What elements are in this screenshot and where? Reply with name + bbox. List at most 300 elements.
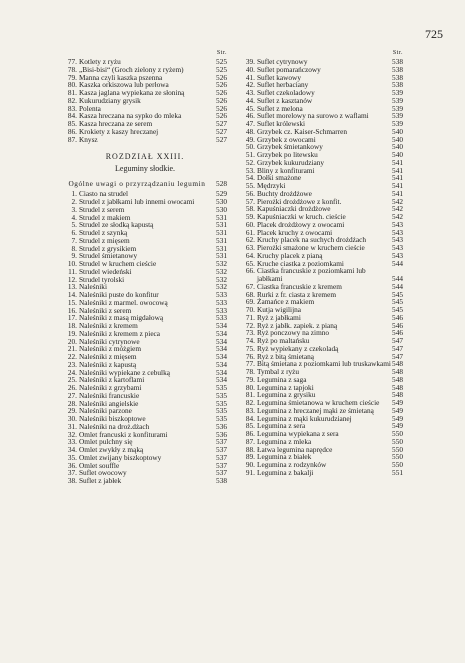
entry-page: 535 xyxy=(216,390,227,400)
entry-title: Ryż z jabłk. zapiek. z pianą xyxy=(257,320,338,330)
entry-title: Bitą śmietana z poziomkami lub truskawkami xyxy=(257,359,391,369)
entry-page: 538 xyxy=(216,476,227,485)
entry-number: 64. xyxy=(245,250,255,260)
entry-number: 31. xyxy=(67,421,77,431)
entry-page: 537 xyxy=(216,468,227,478)
entry-page: 525 xyxy=(216,57,227,66)
entry-title: Polenta xyxy=(79,103,101,113)
entry-title: Suflet kawowy xyxy=(257,72,301,82)
chapter-subtitle: Leguminy słodkie. xyxy=(115,164,175,174)
entry-number: 73. xyxy=(245,328,255,338)
entry-page: 534 xyxy=(216,328,227,338)
entry-page: 535 xyxy=(216,398,227,408)
entry-page: 540 xyxy=(392,142,403,152)
entry-number: 54. xyxy=(245,173,255,183)
entry-number: 58. xyxy=(245,204,255,214)
entry-number: 69. xyxy=(245,297,255,307)
entry-number: 11. xyxy=(68,266,77,276)
entry-number: 78. xyxy=(245,367,255,376)
intro-entry xyxy=(63,180,227,188)
entry-number: 35. xyxy=(67,452,77,462)
entry-number: 60. xyxy=(245,219,255,229)
entry-page: 547 xyxy=(392,343,403,353)
entry-page: 537 xyxy=(216,445,227,454)
entry-number: 27. xyxy=(67,390,77,400)
entry-title: Dołki smażone xyxy=(257,173,301,183)
entry-page: 526 xyxy=(216,88,227,97)
entry-title: Grzybek cz. Kaiser-Schmarren xyxy=(257,126,348,136)
entry-number: 78. xyxy=(67,64,77,74)
entry-number: 20. xyxy=(67,336,77,346)
entry-title: Kasza jaglana wypiekana ze słoniną xyxy=(79,88,185,97)
entry-page: 539 xyxy=(392,95,403,105)
entry-number: 5. xyxy=(71,220,77,230)
entry-title: Omlet francuski z konfiturami xyxy=(79,429,168,439)
entry-title: Ciasto na strudel xyxy=(79,189,129,199)
entry-page: 536 xyxy=(216,429,227,439)
entry-number: 41. xyxy=(245,72,255,82)
entry-page: 531 xyxy=(216,251,227,261)
entry-page: 550 xyxy=(392,460,403,469)
entry-title: Kruchy placek z pianą xyxy=(257,250,323,260)
entry-number: 56. xyxy=(245,188,255,198)
entry-title: Bliny z konfiturami xyxy=(257,165,315,175)
entry-title: Suflet herbaciany xyxy=(257,80,309,90)
entry-page: 550 xyxy=(392,436,403,446)
entry-title: Naleśniki francuskie xyxy=(79,390,140,400)
entry-page: 546 xyxy=(392,328,403,338)
entry-page: 525 xyxy=(216,64,227,74)
entry-title: Ryż ponczowy na zimno xyxy=(257,328,330,338)
entry-title: Kasza hreczana na sypko do mleka xyxy=(79,111,182,121)
entry-number: 48. xyxy=(245,126,255,136)
entry-number: 1. xyxy=(71,189,77,199)
entry-page: 541 xyxy=(392,181,403,190)
entry-page: 550 xyxy=(392,452,403,462)
entry-title: Rurki z fr. ciasta z kremem xyxy=(257,289,337,299)
entry-number: 32. xyxy=(67,429,77,439)
entry-number: 83. xyxy=(67,103,77,113)
entry-text xyxy=(63,476,121,485)
entry-page: 550 xyxy=(392,429,403,438)
entry-number: 86. xyxy=(67,126,77,136)
entry-title: Strudel śmietanowy xyxy=(79,251,138,261)
toc-entry xyxy=(241,469,403,477)
entry-page: 540 xyxy=(392,126,403,136)
entry-number: 79. xyxy=(245,374,255,384)
entry-title: Suflet pomarańczowy xyxy=(257,64,321,74)
entry-text xyxy=(241,468,313,477)
entry-number: 84. xyxy=(67,111,77,121)
entry-page: 542 xyxy=(392,212,403,221)
entry-title: Omlet pulchny się xyxy=(79,437,133,447)
entry-number: 50. xyxy=(245,142,255,152)
entry-page: 538 xyxy=(392,64,403,74)
entry-title: Suflet cytrynowy xyxy=(257,57,308,66)
chapter-title: ROZDZIAŁ XXIII. xyxy=(105,152,185,162)
entry-page: 540 xyxy=(392,134,403,144)
entry-number: 77. xyxy=(67,57,77,66)
entry-page: 548 xyxy=(392,359,403,369)
entry-page: 537 xyxy=(216,460,227,470)
entry-title: Naleśniki z kartoflami xyxy=(79,375,145,385)
entry-title: Suflet morelowy na surowo z waflami xyxy=(257,111,369,121)
entry-number: 2. xyxy=(71,197,77,206)
entry-page: 533 xyxy=(216,313,227,323)
entry-title: Strudel z jabłkami lub innemi owocami xyxy=(79,197,195,206)
entry-page: 549 xyxy=(392,421,403,431)
entry-number: 66. xyxy=(245,266,255,276)
entry-page: 544 xyxy=(392,258,403,268)
entry-page: 551 xyxy=(392,467,403,477)
entry-number: 3. xyxy=(71,204,77,214)
entry-title: Naleśniki z kapustą xyxy=(79,359,137,369)
entry-page: 547 xyxy=(392,351,403,361)
entry-number: 4. xyxy=(71,212,77,222)
entry-title: Ryż z jabłkami xyxy=(257,312,301,322)
entry-page: 538 xyxy=(392,80,403,90)
entry-title: Ryż z bitą śmietaną xyxy=(257,351,315,361)
entry-number: 89. xyxy=(245,452,255,462)
entry-number: 49. xyxy=(245,134,255,144)
entry-title: Tymbal z ryżu xyxy=(257,367,300,376)
entry-title: Strudel z mięsem xyxy=(79,235,130,245)
entry-title: Naleśniki z mięsem xyxy=(79,352,137,361)
entry-number: 25. xyxy=(67,375,77,385)
entry-page: 526 xyxy=(216,103,227,113)
entry-title: Omlet souffle xyxy=(79,460,120,470)
entry-title: Kaszka orkiszowa lub perłowa xyxy=(79,80,169,90)
entry-page: 546 xyxy=(392,320,403,330)
entry-number: 62. xyxy=(245,235,255,245)
entry-title: Grzybek po litewsku xyxy=(257,150,318,159)
entry-number: 51. xyxy=(245,150,255,159)
entry-title: Legumina z sera xyxy=(257,421,306,431)
entry-page: 546 xyxy=(392,312,403,322)
entry-page: 526 xyxy=(216,95,227,105)
entry-page: 539 xyxy=(392,88,403,97)
entry-page: 545 xyxy=(392,305,403,314)
entry-page: 534 xyxy=(216,321,227,330)
entry-number: 29. xyxy=(67,406,77,416)
entry-title: Suflet z kasztanów xyxy=(257,95,313,105)
entry-title: Legumina z bakalji xyxy=(257,467,314,477)
entry-title: Pierożki smażone w kruchem cieście xyxy=(257,243,365,252)
entry-title: Legumina z saga xyxy=(257,374,307,384)
entry-page: 542 xyxy=(392,204,403,214)
entry-list xyxy=(63,58,227,143)
entry-number: 63. xyxy=(245,243,255,252)
entry-page: 550 xyxy=(392,444,403,454)
entry-text xyxy=(63,135,98,144)
entry-number: 15. xyxy=(67,297,77,307)
entry-number: 80. xyxy=(67,80,77,90)
entry-number: 19. xyxy=(67,328,77,338)
page-number: 725 xyxy=(425,27,443,41)
entry-number: 81. xyxy=(67,88,77,97)
entry-title: Naleśniki z serem xyxy=(79,305,132,315)
right-column xyxy=(241,48,403,477)
entry-page: 543 xyxy=(392,227,403,237)
entry-number: 42. xyxy=(245,80,255,90)
entry-number: 67. xyxy=(245,281,255,291)
entry-number: 77. xyxy=(245,359,255,369)
entry-title: Strudel z grysikiem xyxy=(79,243,137,253)
entry-page: 532 xyxy=(216,282,227,292)
left-column xyxy=(63,48,227,485)
entry-page: 539 xyxy=(392,111,403,121)
entry-title: Kukurudziany grysik xyxy=(79,95,141,105)
entry-number: 33. xyxy=(67,437,77,447)
entry-page: 533 xyxy=(216,297,227,307)
entry-number: 87. xyxy=(67,134,77,144)
entry-page: 541 xyxy=(392,188,403,198)
entry-page: 530 xyxy=(216,197,227,206)
entry-title: Legumina z hreczanej mąki ze śmietaną xyxy=(257,405,374,415)
entry-number: 7. xyxy=(71,235,77,245)
entry-number: 38. xyxy=(67,476,77,485)
entry-title: Legumina z mleka xyxy=(257,436,312,446)
entry-title: Kapuśniaczki drożdżowe xyxy=(257,204,331,214)
entry-page: 532 xyxy=(216,266,227,276)
entry-title: Legumina z mąki kukurudzianej xyxy=(257,413,352,423)
entry-page: 541 xyxy=(392,157,403,167)
entry-page: 529 xyxy=(216,189,227,199)
entry-number: 75. xyxy=(245,343,255,353)
entry-title: Naleśniki z masą migdałową xyxy=(79,313,164,323)
entry-title: Legumina z grysiku xyxy=(257,390,316,400)
entry-title: Legumina wypiekana z sera xyxy=(257,429,339,438)
entry-title: Ciastka francuskie z kremem xyxy=(257,281,342,291)
entry-page: 534 xyxy=(216,336,227,346)
entry-title: Grzybek śmietankowy xyxy=(257,142,323,152)
entry-page: 538 xyxy=(392,72,403,82)
page-column-header: Str. xyxy=(392,50,403,56)
entry-number: 17. xyxy=(67,313,77,323)
entry-number: 68. xyxy=(245,289,255,299)
entry-page: 530 xyxy=(216,204,227,214)
entry-number: 36. xyxy=(67,460,77,470)
entry-title: Manna czyli kaszka pszenna xyxy=(79,72,163,82)
entry-title: Naleśniki z kremem xyxy=(79,321,138,330)
entry-title: Strudel z serem xyxy=(79,204,125,214)
entry-page: 535 xyxy=(216,383,227,392)
page-column-header: Str. xyxy=(216,50,227,56)
entry-title: Placek kruchy z owocami xyxy=(257,227,333,237)
entry-title: Kasza hreczana ze serem xyxy=(79,119,153,128)
entry-number: 40. xyxy=(245,64,255,74)
entry-title: Łatwa legumina naprędce xyxy=(257,444,333,454)
entry-page: 531 xyxy=(216,228,227,237)
entry-number: 82. xyxy=(245,398,255,407)
entry-number: 28. xyxy=(67,398,77,408)
entry-page: 535 xyxy=(216,406,227,416)
entry-number: 87. xyxy=(245,436,255,446)
entry-page: 526 xyxy=(216,80,227,90)
entry-title: Naleśniki cytrynowe xyxy=(79,336,140,346)
entry-number: 81. xyxy=(245,390,255,400)
entry-number: 37. xyxy=(67,468,77,478)
entry-number: 43. xyxy=(245,88,255,97)
entry-number: 46. xyxy=(245,111,255,121)
entry-page: 526 xyxy=(216,72,227,82)
entry-page: 535 xyxy=(216,414,227,423)
entry-title: Strudel wiedeński xyxy=(79,266,132,276)
entry-title: Naleśniki angielskie xyxy=(79,398,139,408)
entry-title: Omlet zwijany biszkoptowy xyxy=(79,452,162,462)
entry-number: 47. xyxy=(245,119,255,128)
entry-title: Placek drożdżowy z owocami xyxy=(257,219,345,229)
entry-page: 531 xyxy=(216,220,227,230)
entry-page: 539 xyxy=(392,103,403,113)
entry-page: 541 xyxy=(392,165,403,175)
entry-number: 55. xyxy=(245,181,255,190)
entry-title: Krokiety z kaszy hreczanej xyxy=(79,126,159,136)
entry-number: 22. xyxy=(67,352,77,361)
entry-title: Grzybek z owocami xyxy=(257,134,316,144)
entry-title: Suflet czekoladowy xyxy=(257,88,315,97)
entry-page: 527 xyxy=(216,119,227,128)
entry-title: Kutja wigilijna xyxy=(257,305,301,314)
entry-page: 536 xyxy=(216,421,227,431)
entry-number: 57. xyxy=(245,196,255,206)
entry-title: Naleśniki z móżgiem xyxy=(79,344,142,354)
entry-number: 45. xyxy=(245,103,255,113)
entry-number: 85. xyxy=(245,421,255,431)
entry-page: 537 xyxy=(216,452,227,462)
entry-page: 534 xyxy=(216,359,227,369)
entry-title: Naleśniki xyxy=(79,282,107,292)
entry-page: 543 xyxy=(392,250,403,260)
entry-number: 82. xyxy=(67,95,77,105)
entry-number: 80. xyxy=(245,382,255,392)
entry-page: 538 xyxy=(392,57,403,66)
entry-title: Kruchy placek na suchych drożdżach xyxy=(257,235,366,245)
entry-title: Naleśniki z kremem z pieca xyxy=(79,328,161,338)
entry-page: 531 xyxy=(216,235,227,245)
entry-list xyxy=(241,58,403,477)
entry-page: 548 xyxy=(392,374,403,384)
entry-page: 534 xyxy=(216,352,227,361)
toc-entry xyxy=(241,267,403,283)
entry-page: 548 xyxy=(392,367,403,376)
entry-title: Strudel z szynką xyxy=(79,228,128,237)
entry-number: 10. xyxy=(67,259,77,268)
entry-title: Legumina z tapjoki xyxy=(257,382,314,392)
entry-page: 537 xyxy=(216,437,227,447)
entry-title: Suflet z melona xyxy=(257,103,303,113)
entry-number: 23. xyxy=(67,359,77,369)
entry-number: 16. xyxy=(67,305,77,315)
entry-title: Naleśniki z grzybami xyxy=(79,383,142,392)
entry-title: Mędrzyki xyxy=(257,181,286,190)
toc-entry xyxy=(63,477,227,485)
entry-page: 545 xyxy=(392,297,403,307)
entry-title: Naleśniki wypiekane z cebulką xyxy=(79,367,170,377)
entry-page: 527 xyxy=(216,126,227,136)
entry-number: 83. xyxy=(245,405,255,415)
entry-page: 545 xyxy=(392,289,403,299)
entry-page: 547 xyxy=(392,336,403,345)
entry-title: Knysz xyxy=(79,134,98,144)
entry-number: 34. xyxy=(67,445,77,454)
entry-page: 526 xyxy=(216,111,227,121)
entry-number: 90. xyxy=(245,460,255,469)
entry-number: 39. xyxy=(245,57,255,66)
entry-number: 84. xyxy=(245,413,255,423)
entry-number: 53. xyxy=(245,165,255,175)
entry-title: Naleśniki puste do konfitur xyxy=(79,290,159,299)
entry-page: 549 xyxy=(392,405,403,415)
entry-title: Kotlety z ryżu xyxy=(79,57,121,66)
entry-page: 539 xyxy=(392,119,403,128)
entry-title: Naleśniki na droż.dżach xyxy=(79,421,150,431)
entry-title: Naleśniki biszkoptowe xyxy=(79,414,146,423)
entry-page: 543 xyxy=(392,243,403,252)
entry-page: 541 xyxy=(392,173,403,183)
entry-page: 544 xyxy=(392,274,403,283)
entry-number: 21. xyxy=(67,344,77,354)
entry-title: Buchty drożdżowe xyxy=(257,188,312,198)
entry-list xyxy=(63,190,227,485)
entry-page: 543 xyxy=(392,235,403,245)
entry-page: 540 xyxy=(392,150,403,159)
entry-number: 12. xyxy=(67,274,77,284)
entry-title: Kruche ciastka z poziomkami xyxy=(257,258,344,268)
toc-entry xyxy=(63,136,227,144)
entry-number: 91. xyxy=(245,467,255,477)
entry-title: Suflet z jabłek xyxy=(79,476,122,485)
entry-number: 18. xyxy=(67,321,77,330)
entry-number: 52. xyxy=(245,157,255,167)
entry-text xyxy=(241,267,391,283)
entry-page: 533 xyxy=(216,305,227,315)
entry-number: 14. xyxy=(67,290,77,299)
entry-number: 13. xyxy=(67,282,77,292)
entry-number: 30. xyxy=(67,414,77,423)
entry-number: 72. xyxy=(245,320,255,330)
entry-title: Naleśniki parzone xyxy=(79,406,132,416)
entry-number: 70. xyxy=(245,305,255,314)
entry-page: 544 xyxy=(392,281,403,291)
entry-number: 44. xyxy=(245,95,255,105)
entry-page: 532 xyxy=(216,274,227,284)
intro-text: Ogólne uwagi o przyrządzaniu legumin xyxy=(68,179,206,189)
entry-title: Strudel ze słodką kapustą xyxy=(79,220,154,230)
entry-page: 548 xyxy=(392,382,403,392)
entry-title: Omlet zwykły z mąką xyxy=(79,445,144,454)
entry-number: 65. xyxy=(245,258,255,268)
entry-number: 61. xyxy=(245,227,255,237)
entry-title: Strudel tyrolski xyxy=(79,274,125,284)
entry-title: Grzybek kukurudziany xyxy=(257,157,325,167)
entry-title: Żamańce z makiem xyxy=(257,297,315,307)
entry-title: Suflet owocowy xyxy=(79,468,127,478)
entry-page: 549 xyxy=(392,413,403,423)
entry-page: 549 xyxy=(392,398,403,407)
entry-number: 26. xyxy=(67,383,77,392)
entry-number: 79. xyxy=(67,72,77,82)
entry-page: 534 xyxy=(216,367,227,377)
entry-title: Strudel z makiem xyxy=(79,212,131,222)
entry-title: Legumina z rodzynków xyxy=(257,460,327,469)
entry-number: 9. xyxy=(71,251,77,261)
entry-number: 85. xyxy=(67,119,77,128)
entry-title: Naleśniki z marmel. owocową xyxy=(79,297,168,307)
entry-number: 76. xyxy=(245,351,255,361)
entry-page: 548 xyxy=(392,390,403,400)
entry-page: 542 xyxy=(392,196,403,206)
